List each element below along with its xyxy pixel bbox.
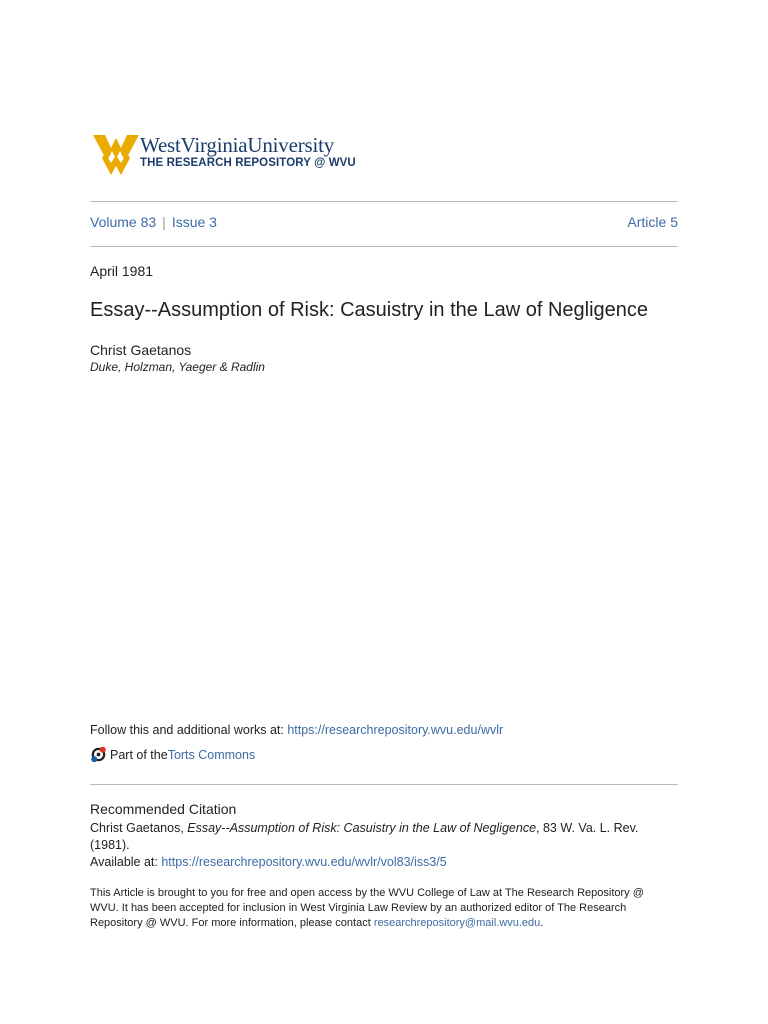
issue-link[interactable]: Issue 3 [171, 214, 217, 230]
top-divider [90, 201, 678, 202]
part-of-line [90, 746, 255, 763]
citation-title: Essay--Assumption of Risk: Casuistry in the Law of Negligence [187, 821, 537, 835]
wvu-logo[interactable] [92, 131, 362, 179]
torts-commons-link[interactable]: Torts Commons [167, 747, 256, 762]
citation-available-prefix: Available at: [90, 855, 162, 869]
access-line-3: Repository @ WVU. For more information, please contact [90, 917, 374, 929]
access-line-3-end: . [540, 917, 544, 929]
recommended-citation-heading: Recommended Citation [90, 801, 237, 817]
cover-page [90, 0, 678, 1024]
citation-source: , 83 W. Va. L. Rev. (1981). [90, 821, 639, 852]
access-line-1: This Article is brought to you for free and open access by the WVU College of Law at The Research Repository @ [90, 887, 644, 899]
citation-url-link[interactable]: https://researchrepository.wvu.edu/wvlr/vol83/iss3/5 [161, 855, 447, 869]
citation-text [90, 820, 680, 871]
article-link[interactable]: Article 5 [627, 214, 678, 230]
contact-email-link[interactable]: researchrepository@mail.wvu.edu [373, 917, 541, 929]
commons-network-icon [90, 746, 107, 763]
university-name: WestVirginiaUniversity [140, 133, 335, 157]
flying-wv-icon [92, 131, 140, 177]
issue-divider [90, 246, 678, 247]
collection-url-link[interactable]: https://researchrepository.wvu.edu/wvlr [287, 723, 504, 737]
follow-works-line [90, 723, 503, 737]
article-title: Essay--Assumption of Risk: Casuistry in the Law of Negligence [90, 299, 649, 321]
issue-separator: | [162, 214, 166, 230]
part-of-prefix: Part of the [110, 747, 168, 762]
issue-navigation [90, 214, 678, 230]
volume-link[interactable]: Volume 83 [90, 214, 157, 230]
access-statement [90, 886, 675, 931]
access-line-2: WVU. It has been accepted for inclusion in West Virginia Law Review by an authorized editor of The Research [90, 902, 627, 914]
repository-name: THE RESEARCH REPOSITORY @ WVU [140, 157, 356, 169]
author-affiliation: Duke, Holzman, Yaeger & Radlin [90, 360, 265, 374]
author-name: Christ Gaetanos [90, 342, 192, 358]
citation-author: Christ Gaetanos, [90, 821, 188, 835]
follow-prefix: Follow this and additional works at: [90, 723, 288, 737]
citation-divider [90, 784, 678, 785]
publication-date: April 1981 [90, 263, 154, 279]
